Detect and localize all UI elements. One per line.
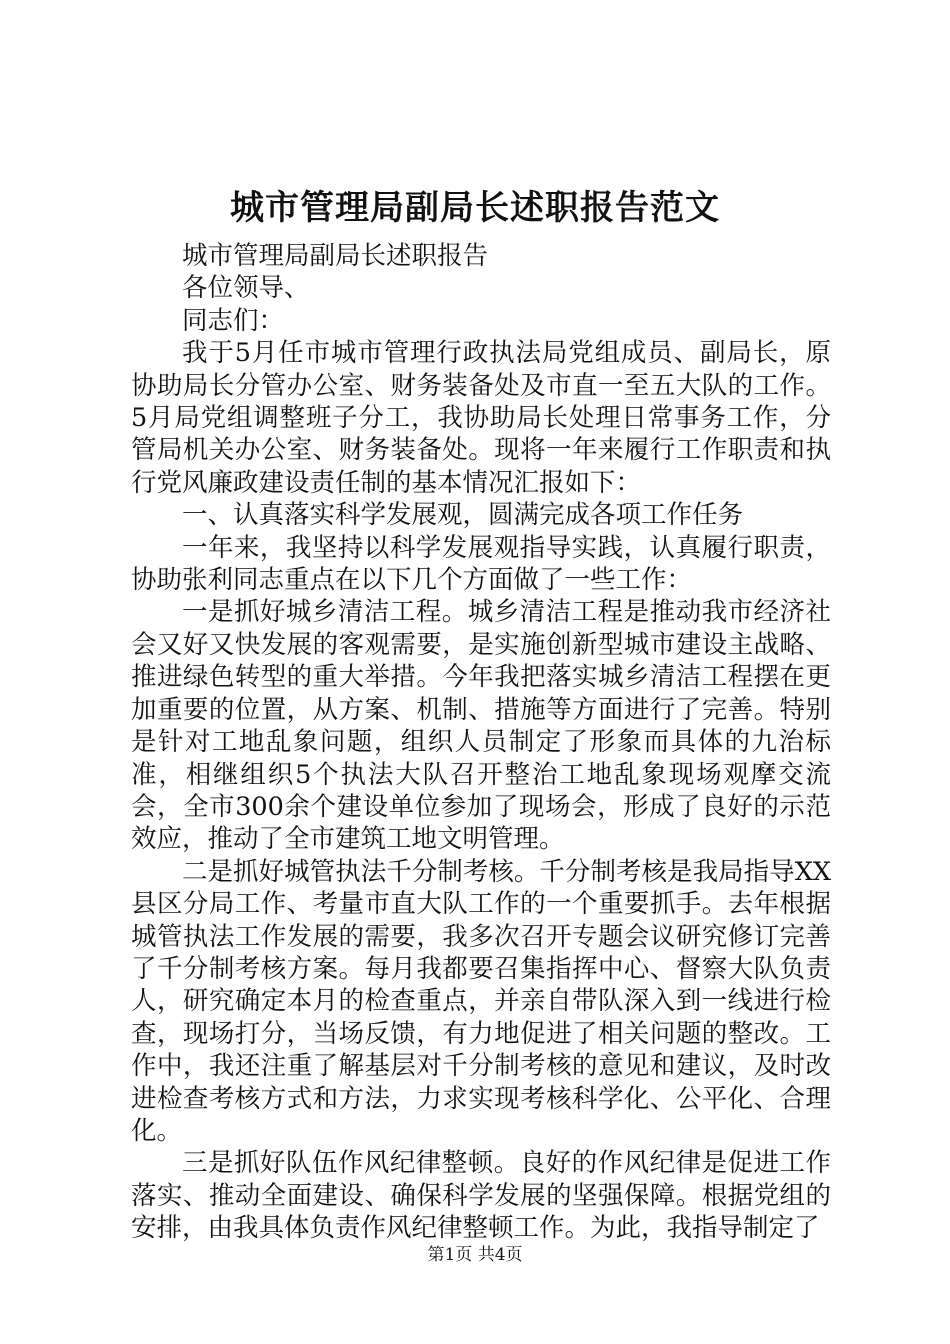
paragraph-point-3: 三是抓好队伍作风纪律整顿。良好的作风纪律是促进工作落实、推动全面建设、确保科学发展的坚强保障。根据党组的安排，由我具体负责作风纪律整顿工作。为此，我指导制定了 (131, 1148, 831, 1244)
paragraph-salutation-2: 同志们： (182, 305, 285, 336)
page-number-footer: 第1页 共4页 (427, 1245, 523, 1265)
document-title: 城市管理局副局长述职报告范文 (230, 188, 720, 228)
paragraph-point-1: 一是抓好城乡清洁工程。城乡清洁工程是推动我市经济社会又好又快发展的客观需要，是实施创新型城市建设主战略、推进绿色转型的重大举措。今年我把落实城乡清洁工程摆在更加重要的位置，从方案、机制、措施等方面进行了完善。特别是针对工地乱象问题，组织人员制定了形象而具体的九治标准，相继组织5个执法大队召开整治工地乱象现场观摩交流会，全市300余个建设单位参加了现场会，形成了良好的示范效应，推动了全市建筑工地文明管理。 (131, 597, 831, 855)
section-heading-1: 一、认真落实科学发展观，圆满完成各项工作任务 (182, 500, 744, 531)
paragraph-salutation-1: 各位领导、 (182, 273, 310, 304)
paragraph-overview: 一年来，我坚持以科学发展观指导实践，认真履行职责，协助张利同志重点在以下几个方面做了一些工作： (131, 532, 831, 596)
paragraph-point-2: 二是抓好城管执法千分制考核。千分制考核是我局指导XX县区分局工作、考量市直大队工作的一个重要抓手。去年根据城管执法工作发展的需要，我多次召开专题会议研究修订完善了千分制考核方案。每月我都要召集指挥中心、督察大队负责人，研究确定本月的检查重点，并亲自带队深入到一线进行检查，现场打分，当场反馈，有力地促进了相关问题的整改。工作中，我还注重了解基层对千分制考核的意见和建议，及时改进检查考核方式和方法，力求实现考核科学化、公平化、合理化。 (131, 856, 831, 1146)
paragraph-intro: 我于5月任市城市管理行政执法局党组成员、副局长，原协助局长分管办公室、财务装备处及市直一至五大队的工作。5月局党组调整班子分工，我协助局长处理日常事务工作，分管局机关办公室、财务装备处。现将一年来履行工作职责和执行党风廉政建设责任制的基本情况汇报如下： (131, 338, 831, 498)
document-body (131, 240, 831, 1245)
paragraph-subtitle: 城市管理局副局长述职报告 (182, 241, 489, 271)
